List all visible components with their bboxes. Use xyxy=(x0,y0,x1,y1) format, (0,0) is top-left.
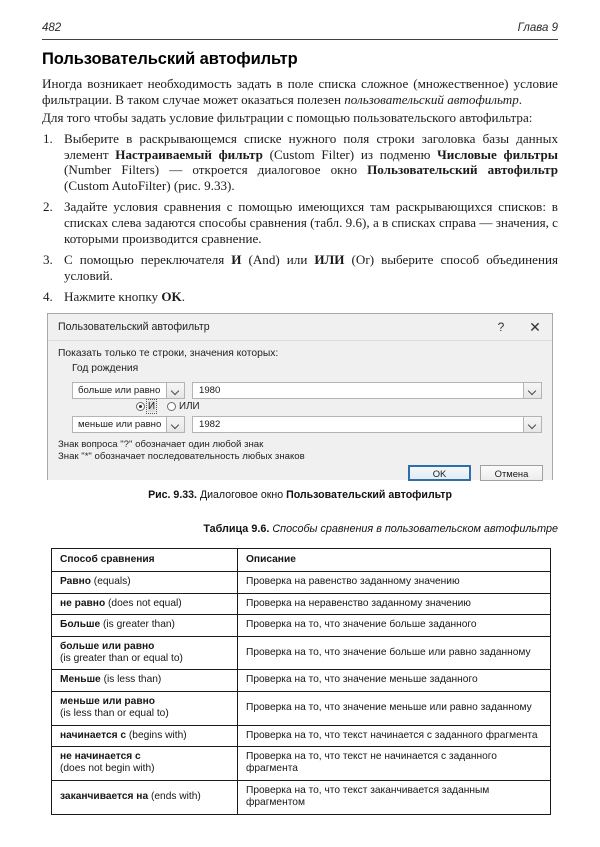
operator-ru: меньше или равно xyxy=(60,695,155,707)
page-title: Пользовательский автофильтр xyxy=(42,50,298,68)
cell-operator xyxy=(52,725,238,746)
running-head xyxy=(42,22,558,34)
intro-text-a: Иногда возникает необходимость задать в поле списка сложное (множественное) условие фильтрации. В таком случае может оказаться полезен xyxy=(42,76,558,107)
list-item xyxy=(42,252,558,283)
header-rule xyxy=(42,39,558,40)
cancel-button[interactable]: Отмена xyxy=(480,465,543,481)
operator-ru: начинается с xyxy=(60,729,127,741)
list-item-number: 3. xyxy=(43,252,53,268)
intro-text-b: . xyxy=(518,91,523,107)
radio-and-control[interactable] xyxy=(136,402,145,411)
cell-operator xyxy=(52,780,238,814)
dialog-window-buttons xyxy=(484,314,552,340)
dialog-actions xyxy=(408,465,543,481)
operator-en: (ends with) xyxy=(148,791,201,803)
step-text-c: (Custom Filter) из подменю xyxy=(262,146,438,162)
table-row xyxy=(52,615,551,636)
table-caption-prefix: Таблица 9.6. xyxy=(203,523,270,535)
table-row xyxy=(52,780,551,814)
radio-and-label: И xyxy=(148,401,156,412)
list-item-number: 4. xyxy=(43,289,53,305)
radio-or-label: ИЛИ xyxy=(179,401,200,412)
table-row xyxy=(52,572,551,593)
operator-en: (equals) xyxy=(90,576,131,588)
operator-ru: не равно xyxy=(60,597,106,609)
column-header-operator: Способ сравнения xyxy=(52,549,238,572)
cell-description: Проверка на то, что значение меньше заданного xyxy=(238,670,551,691)
value-combo-2[interactable] xyxy=(192,416,542,433)
step-bold-3: Пользовательский автофильтр xyxy=(367,162,559,178)
steps-list xyxy=(42,131,558,311)
custom-autofilter-dialog xyxy=(47,313,553,480)
value-combo-1[interactable] xyxy=(192,382,542,399)
list-item-number: 2. xyxy=(43,199,53,215)
cell-description: Проверка на неравенство заданному значению xyxy=(238,593,551,614)
list-item xyxy=(42,131,558,193)
figure-caption xyxy=(42,489,558,501)
operator-en: (does not equal) xyxy=(105,597,182,609)
cell-operator xyxy=(52,747,238,781)
step-text-a: Задайте условия сравнения с помощью имеющихся там раскрывающихся списков: в списках слева задаются способы сравнения (табл. 9.6), а в списках справа — значения, с которыми производится сравнение. xyxy=(64,199,558,246)
radio-and[interactable] xyxy=(136,401,155,412)
close-icon[interactable]: ✕ xyxy=(529,318,541,335)
cell-description: Проверка на то, что значение больше или равно заданному xyxy=(238,636,551,670)
table-row xyxy=(52,636,551,670)
chevron-down-icon[interactable] xyxy=(523,417,541,432)
step-bold-1: И xyxy=(231,252,242,268)
table-caption-text: Способы сравнения в пользовательском автофильтре xyxy=(269,523,558,535)
step-text-e: (Custom AutoFilter) (рис. 9.33). xyxy=(64,177,235,193)
chevron-down-icon[interactable] xyxy=(166,383,184,398)
dialog-prompt: Показать только те строки, значения которых: xyxy=(58,348,279,359)
page-number: 482 xyxy=(42,22,62,34)
figure-caption-bold-tail: Пользовательский автофильтр xyxy=(286,489,452,501)
dialog-title-bar xyxy=(48,314,552,341)
step-text-a: Выберите в раскрывающемся списке нужного поля строки заголовка базы данных элемент xyxy=(64,131,558,162)
table-row xyxy=(52,725,551,746)
cell-operator xyxy=(52,572,238,593)
join-operator-group xyxy=(136,401,200,412)
wildcard-hint-line-2: Знак "*" обозначает последовательность любых знаков xyxy=(58,451,305,462)
operator-select-1[interactable] xyxy=(72,382,185,399)
table-row xyxy=(52,747,551,781)
figure-caption-prefix: Рис. 9.33. xyxy=(148,489,197,501)
table-row xyxy=(52,691,551,725)
list-item-number: 1. xyxy=(43,131,53,146)
cell-description: Проверка на то, что текст не начинается с заданного фрагмента xyxy=(238,747,551,781)
figure-caption-text: Диалоговое окно xyxy=(197,489,287,501)
cell-operator xyxy=(52,593,238,614)
operator-ru: Равно xyxy=(60,576,91,588)
operator-en: (is greater than) xyxy=(100,619,175,631)
step-bold-2: Числовые фильтры xyxy=(437,146,558,162)
table-row xyxy=(52,593,551,614)
value-combo-2-value: 1982 xyxy=(199,419,221,430)
wildcard-hint-line-1: Знак вопроса "?" обозначает один любой знак xyxy=(58,439,264,450)
ok-button[interactable]: OK xyxy=(408,465,471,481)
step-bold-1: OK xyxy=(161,289,182,305)
table-caption xyxy=(42,523,558,535)
operator-ru: заканчивается на xyxy=(60,791,149,803)
intro-paragraph xyxy=(42,76,558,107)
step-text-c: . xyxy=(181,289,185,305)
help-icon[interactable]: ? xyxy=(497,320,505,334)
cell-description: Проверка на то, что текст начинается с заданного фрагмента xyxy=(238,725,551,746)
operator-ru: Больше xyxy=(60,619,101,631)
intro-text-italic: пользовательский автофильтр xyxy=(344,91,519,107)
cell-description: Проверка на то, что значение меньше или равно заданному xyxy=(238,691,551,725)
step-bold-2: ИЛИ xyxy=(314,252,345,268)
chapter-label: Глава 9 xyxy=(517,22,558,34)
list-item xyxy=(42,199,558,246)
step-text-a: С помощью переключателя xyxy=(64,252,232,268)
dialog-title: Пользовательский автофильтр xyxy=(58,321,210,333)
list-item xyxy=(42,289,558,305)
cell-description: Проверка на то, что значение больше заданного xyxy=(238,615,551,636)
operator-ru: больше или равно xyxy=(60,640,155,652)
operator-select-2[interactable] xyxy=(72,416,185,433)
operator-en: (is greater than or equal to) xyxy=(60,653,183,665)
cell-operator xyxy=(52,670,238,691)
radio-or[interactable] xyxy=(167,401,200,412)
condition-row-1 xyxy=(72,382,542,399)
column-header-description: Описание xyxy=(238,549,551,572)
radio-or-control[interactable] xyxy=(167,402,176,411)
cell-operator xyxy=(52,691,238,725)
operator-select-2-value: меньше или равно xyxy=(78,419,162,430)
step-bold-1: Настраиваемый фильтр xyxy=(115,146,263,162)
step-text-c: (And) или xyxy=(241,252,315,268)
operator-en: (is less than) xyxy=(100,674,162,686)
value-combo-1-value: 1980 xyxy=(199,385,221,396)
table-row xyxy=(52,670,551,691)
cell-description: Проверка на то, что текст заканчивается заданным фрагментом xyxy=(238,780,551,814)
step-text-a: Нажмите кнопку xyxy=(64,289,162,305)
table-header-row xyxy=(52,549,551,572)
step-text-d: (Or) выберите способ объединения условий. xyxy=(64,252,559,283)
chevron-down-icon[interactable] xyxy=(523,383,541,398)
step-text-d: (Number Filters) — откроется диалоговое окно xyxy=(64,162,368,178)
operator-select-1-value: больше или равно xyxy=(78,385,161,396)
operator-ru: не начинается с xyxy=(60,751,141,763)
operator-en: (is less than or equal to) xyxy=(60,708,169,720)
cell-operator xyxy=(52,636,238,670)
operator-en: (does not begin with) xyxy=(60,763,155,775)
dialog-field-label: Год рождения xyxy=(72,363,139,374)
cell-description: Проверка на равенство заданному значению xyxy=(238,572,551,593)
chevron-down-icon[interactable] xyxy=(166,417,184,432)
operator-en: (begins with) xyxy=(126,729,187,741)
comparison-operators-table xyxy=(51,548,551,815)
operator-ru: Меньше xyxy=(60,674,101,686)
lead-in-paragraph: Для того чтобы задать условие фильтрации с помощью пользовательского автофильтра: xyxy=(42,110,533,125)
cell-operator xyxy=(52,615,238,636)
dialog-body xyxy=(48,341,552,480)
condition-row-2 xyxy=(72,416,542,433)
